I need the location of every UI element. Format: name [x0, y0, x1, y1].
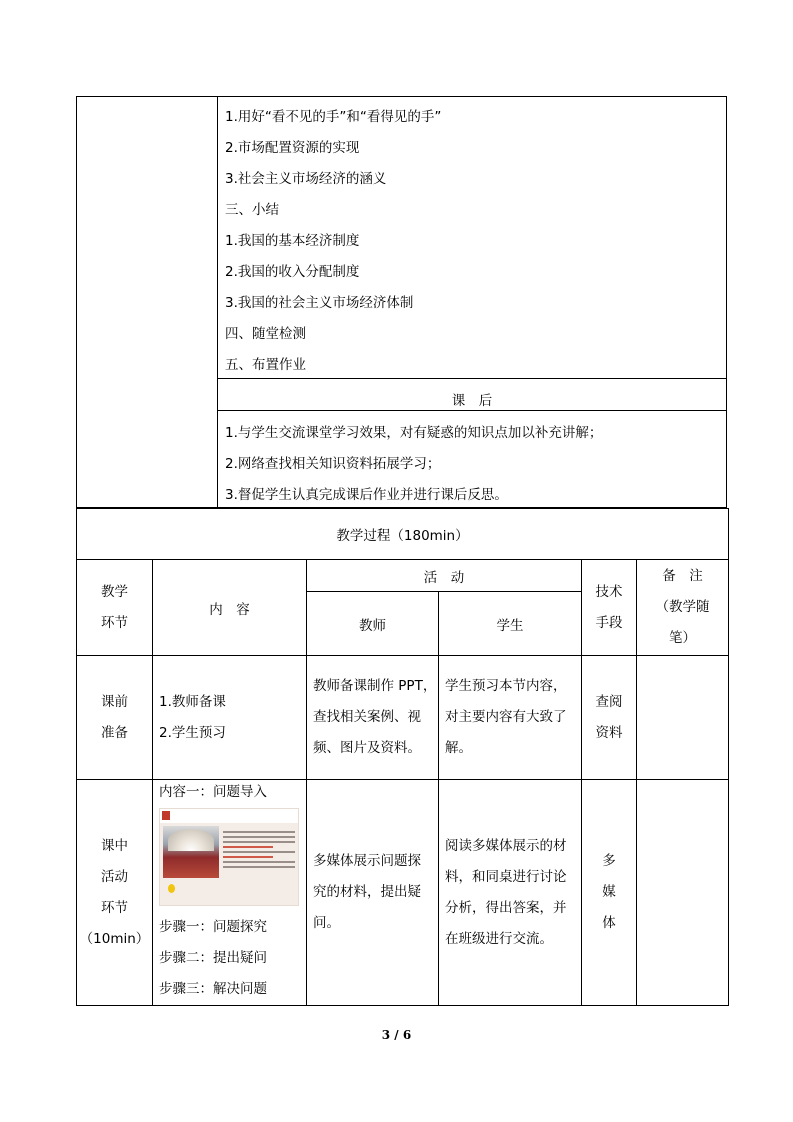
- divider: [217, 410, 727, 411]
- page-number: 3 / 6: [381, 1028, 412, 1042]
- cell-text: 教师备课制作 PPT，: [313, 678, 437, 694]
- notes-cell: [637, 780, 729, 1006]
- header-technique: [582, 560, 637, 656]
- header-teacher: 教师: [307, 592, 439, 656]
- text-line: 1.我国的基本经济制度: [225, 233, 360, 249]
- header-stage: [77, 560, 153, 656]
- text-line: 3.我国的社会主义市场经济体制: [225, 295, 414, 311]
- cell-text: 在班级进行交流。: [445, 930, 553, 947]
- header-text: 技术: [595, 583, 623, 600]
- cell-text: 多: [602, 853, 616, 869]
- content-cell: [153, 780, 307, 1006]
- lightbulb-icon: [168, 884, 175, 893]
- cell-text: 多媒体展示问题探: [313, 853, 421, 869]
- header-content: 内 容: [153, 560, 307, 656]
- table-row: [77, 656, 729, 780]
- header-text: 教学: [101, 583, 128, 600]
- section-heading: 四、随堂检测: [225, 326, 306, 342]
- continuation-table: [76, 96, 727, 508]
- text-line: 3.督促学生认真完成课后作业并进行课后反思。: [225, 487, 508, 503]
- cell-text: 内容一：问题导入: [159, 784, 267, 800]
- section-heading: 五、布置作业: [225, 357, 306, 373]
- cell-text: 2.学生预习: [159, 724, 226, 741]
- header-text: （教学随: [655, 599, 710, 615]
- teaching-process-table: [76, 508, 729, 1006]
- cell-text: 活动: [101, 868, 128, 885]
- cell-text: 查找相关案例、视: [313, 709, 421, 725]
- cell-text: 究的材料，提出疑: [313, 884, 421, 900]
- cell-text: （10min）: [79, 930, 150, 947]
- cell-text: 料，和同桌进行讨论: [445, 868, 567, 885]
- header-text: 笔）: [669, 630, 696, 646]
- cell-text: 步骤二：提出疑问: [159, 950, 267, 966]
- stage-cell: [77, 656, 153, 780]
- header-notes: [637, 560, 729, 656]
- text-line: 2.市场配置资源的实现: [225, 140, 360, 156]
- notes-cell: [637, 656, 729, 780]
- cell-text: 环节: [101, 899, 128, 916]
- header-text: 环节: [101, 614, 128, 631]
- cell-text: 频、图片及资料。: [313, 740, 421, 756]
- teacher-cell: [307, 780, 439, 1006]
- cell-text: 1.教师备课: [159, 693, 226, 710]
- slide-text-lines: [223, 828, 295, 871]
- student-cell: [439, 780, 582, 1006]
- text-line: 1.与学生交流课堂学习效果，对有疑惑的知识点加以补充讲解；: [225, 425, 603, 441]
- cell-text: 阅读多媒体展示的材: [445, 837, 567, 854]
- cell-text: 资料: [595, 724, 623, 741]
- student-cell: [439, 656, 582, 780]
- content-cell: [153, 656, 307, 780]
- header-activity: 活 动: [307, 560, 582, 592]
- header-text: 手段: [595, 614, 623, 631]
- cell-text: 媒: [602, 884, 616, 900]
- text-line: 3.社会主义市场经济的涵义: [225, 171, 387, 187]
- divider: [217, 378, 727, 379]
- cell-text: 解。: [445, 740, 472, 756]
- cell-text: 课前: [101, 693, 128, 710]
- technique-cell: [582, 780, 637, 1006]
- text-line: 2.网络查找相关知识资料拓展学习；: [225, 456, 441, 472]
- after-class-header: 课 后: [451, 393, 493, 409]
- text-line: 2.我国的收入分配制度: [225, 264, 360, 280]
- cell-text: 步骤三：解决问题: [159, 981, 267, 997]
- technique-cell: [582, 656, 637, 780]
- cell-text: 课中: [101, 837, 128, 854]
- cell-text: 对主要内容有大致了: [445, 709, 567, 725]
- slide-thumbnail: [159, 808, 299, 906]
- table-title: 教学过程（180min）: [77, 509, 729, 560]
- empty-label-column: [77, 97, 218, 507]
- cell-text: 查阅: [595, 693, 623, 710]
- cell-text: 学生预习本节内容，: [445, 678, 567, 694]
- cell-text: 准备: [101, 724, 128, 741]
- section-heading: 三、小结: [225, 202, 279, 218]
- table-row: [77, 780, 729, 1006]
- cell-text: 问。: [313, 915, 340, 931]
- text-line: 1.用好“看不见的手”和“看得见的手”: [225, 109, 442, 125]
- header-student: 学生: [439, 592, 582, 656]
- header-text: 备 注: [662, 568, 703, 584]
- cell-text: 步骤一：问题探究: [159, 919, 267, 935]
- cell-text: 体: [602, 915, 616, 931]
- slide-marker-icon: [162, 811, 170, 820]
- cell-text: 分析，得出答案，并: [445, 899, 567, 916]
- teacher-cell: [307, 656, 439, 780]
- stage-cell: [77, 780, 153, 1006]
